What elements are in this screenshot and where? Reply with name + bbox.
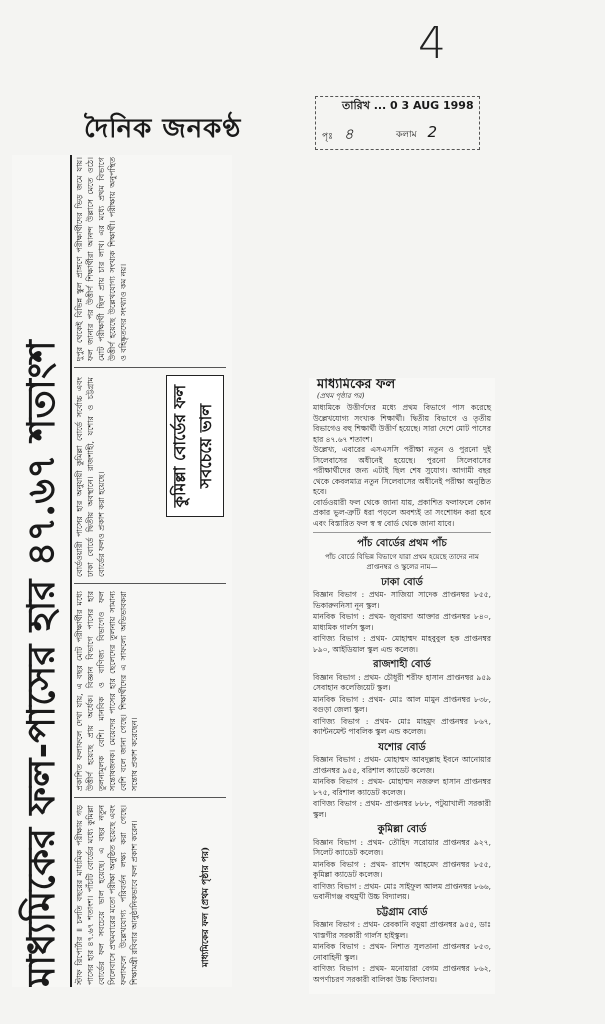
board-name: চট্টগ্রাম বোর্ড [376,906,428,918]
article-column-c: বোর্ডওয়ারী পাসের হার অনুযায়ী কুমিল্লা বোর্ডে সর্বোচ্চ এবং ঢাকা বোর্ডে দ্বিতীয় অবস্থানে। রাজশাহী, যশোর ও চট্টগ্রাম বোর্ডের ফলও প্রকাশ করা হয়েছে। [75,377,106,577]
stamp-date: তারিখ ... 0 3 AUG 1998 [342,99,474,112]
board-name: ঢাকা বোর্ড [381,576,423,588]
stamp-page-label: পৃঃ [322,132,333,142]
column-divider [74,797,226,798]
article-columns [74,155,232,987]
right-clipping [309,378,495,994]
stamp-page-value: ৪ [343,125,354,143]
board-entry: বাণিজ্য বিভাগ : প্রথম- মোঃ মাহমুদ প্রাপ্তনম্বর ৮৬৭, ক্যান্টনমেন্ট পাবলিক স্কুল এন্ড কলেজ। [313,716,491,736]
board-name: রাজশাহী বোর্ড [373,659,431,670]
rotated-article [12,155,232,987]
section-title: পাঁচ বোর্ডের প্রথম পাঁচ [357,538,447,549]
stamp-page [322,123,354,148]
board-dhaka [309,578,495,656]
article-column-b: প্রকাশিত ফলাফলে দেখা যায়, এ বছর মোট পরীক্ষার্থীর মধ্যে উত্তীর্ণ হয়েছে প্রায় অর্ধেক। বিজ্ঞান বিভাগে পাসের হার তুলনামূলক বেশি। মানবিক ও বাণিজ্য বিভাগেও ফল সন্তোষজনক। মেয়েদের পাসের হার ছেলেদের তুলনায় সামান্য বেশি বলে জানা গেছে। শিক্ষার্থীদের এ সাফল্যে অভিভাবকরা সন্তোষ প্রকাশ করেছেন। [75,591,139,791]
stamp-col-label: কলাম [396,130,417,140]
article-headline: মাধ্যমিকের ফল-পাসের হার ৪৭.৬৭ শতাংশ [12,155,72,987]
right-clip-byline: (প্রথম পৃষ্ঠার পর) [317,391,365,400]
board-entry: মানবিক বিভাগ : প্রথম- নিশাত সুলতানা প্রাপ্তনম্বর ৮৫৩, নোবাহিনী স্কুল। [313,942,491,962]
board-chittagong [309,908,495,986]
board-entry: বাণিজ্য বিভাগ : প্রথম- প্রাপ্তনম্বর ৮৮৮, পটুয়াখালী সরকারী স্কুল। [313,799,491,819]
article-sub-caption: মাধ্যমিকের ফল (প্রথম পৃষ্ঠার পর) [201,846,211,967]
highlight-box-line-1: কুমিল্লা বোর্ডের ফল [170,384,189,508]
archive-stamp [315,96,480,150]
board-entry: বিজ্ঞান বিভাগ : প্রথম- রেবকানি বড়ুয়া প্রাপ্তনম্বর ৯৫৫, ডাঃ খাস্তগীর সরকারী গার্লস হাইস্কুল। [313,920,491,940]
board-name: কুমিল্লা বোর্ড [377,824,427,835]
section-intro: পাঁচ বোর্ডে বিভিন্ন বিভাগে যারা প্রথম হয়েছে তাদের নাম প্রাপ্তনম্বর ও স্কুলের নাম— [325,552,479,571]
newspaper-masthead: দৈনিক জনকণ্ঠ [84,114,242,144]
board-entry: বাণিজ্য বিভাগ : প্রথম- মনোয়ারা বেগম প্রাপ্তনম্বর ৮৬২, অপর্ণাচরণ সরকারী বালিকা উচ্চ বিদ্যালয়। [313,964,491,984]
board-name: যশোর বোর্ড [378,741,426,753]
board-rajshahi [309,660,495,738]
board-entry: বিজ্ঞান বিভাগ : প্রথম- চৌধুরী শরীফ হাসান প্রাপ্তনম্বর ৯৫৯ সেবাহান কলেজিয়েট স্কুল। [313,672,491,692]
board-jessore [309,743,495,821]
board-entry: বিজ্ঞান বিভাগ : প্রথম- তৌহিদ সরোয়ার প্রাপ্তনম্বর ৯২৭, সিলেট ক্যাডেট কলেজ। [313,837,491,857]
board-entry: বিজ্ঞান বিভাগ : প্রথম- সাজিয়া সাদেক প্রাপ্তনম্বর ৮৫৫, ভিকারুননিসা নূন স্কুল। [313,590,491,610]
right-clip-paragraph-3: বোর্ডওয়ারী ফল থেকে জানা যায়, প্রকাশিত ফলাফলে কোন প্রকার ভুল-ত্রুটি ধরা পড়লে অবশ্যই তা সংশোধন করা হবে এবং বিস্তারিত ফল স্ব স্ব বোর্ড থেকে জানা যাবে। [313,497,491,528]
highlight-box-line-2: সবচেয়ে ভাল [196,403,215,489]
right-clip-title: মাধ্যমিকের ফল [317,378,396,392]
board-entry: মানবিক বিভাগ : প্রথম- মোহাম্মদ নজরুল হাসান প্রাপ্তনম্বর ৮৭৫, বরিশাল ক্যাডেট কলেজ। [313,777,491,797]
board-entry: বাণিজ্য বিভাগ : প্রথম- মোহাম্মদ মাহবুবুল হক প্রাপ্তনম্বর ৮৯০, আইডিয়াল স্কুল এন্ড কলেজ। [313,634,491,654]
page-number: 4 [418,18,446,69]
board-entry: মানবিক বিভাগ : প্রথম- রাশেদ আহমেদ প্রাপ্তনম্বর ৮৫৫, কুমিল্লা ক্যাডেট কলেজ। [313,859,491,879]
right-clip-paragraph-1: মাধ্যমিকে উত্তীর্ণদের মধ্যে প্রথম বিভাগে পাস করেছে উল্লেখযোগ্য সংখ্যক শিক্ষার্থী। দ্বিতীয় বিভাগে ও তৃতীয় বিভাগেও বহু শিক্ষার্থী উত্তীর্ণ হয়েছে। সারা দেশে মোট পাসের হার ৪৭.৬৭ শতাংশ। [313,403,491,444]
column-divider [74,367,226,368]
board-comilla [309,825,495,903]
stamp-col-value: 2 [427,123,438,141]
left-clipping [12,155,232,987]
divider [313,532,491,533]
article-column-a: স্টাফ রিপোর্টার ॥ চলতি বছরের মাধ্যমিক পরীক্ষায় গড় পাসের হার ৪৭.৬৭ শতাংশ। পাঁচটি বোর্ডের মধ্যে কুমিল্লা বোর্ডের ফল সবচেয়ে ভাল হয়েছে। এ বছর নতুন সিলেবাসে প্রথমবারের মতো পরীক্ষা অনুষ্ঠিত হয়েছে এবং ফলাফলে উল্লেখযোগ্য পরিবর্তন লক্ষ্য করা গেছে। শিক্ষামন্ত্রী রবিবার আনুষ্ঠানিকভাবে ফল প্রকাশ করেন। [75,805,139,985]
article-column-d: দুপুর থেকেই বিভিন্ন স্কুল প্রাঙ্গণে পরীক্ষার্থীদের ভিড় জমে যায়। ফল জানার পর উত্তীর্ণ শিক্ষার্থীরা আনন্দ উল্লাসে মেতে ওঠে। মোট পরীক্ষার্থী ছিল প্রায় চার লাখ। এর মধ্যে প্রথম বিভাগে উত্তীর্ণ হয়েছে উল্লেখযোগ্য সংখ্যক শিক্ষার্থী। পরীক্ষায় অনুপস্থিত ও বহিষ্কৃতদের সংখ্যাও কম নয়। [75,157,128,361]
board-entry: বিজ্ঞান বিভাগ : প্রথম- মোহাম্মদ আবদুল্লাহ ইবনে আনোয়ার প্রাপ্তনম্বর ৯৫৫, বরিশাল ক্যাডেট কলেজ। [313,755,491,775]
board-entry: মানবিক বিভাগ : প্রথম- মোঃ আল মামুন প্রাপ্তনম্বর ৮৩৮, বগুড়া জেলা স্কুল। [313,694,491,714]
right-clip-paragraph-2: উল্লেখ্য, এবারের এসএসসি পরীক্ষা নতুন ও পুরনো দুই সিলেবাসের অধীনেই হয়েছে। পুরনো সিলেবাসের পরীক্ষার্থীদের জন্য এটাই ছিল শেষ সুযোগ। আগামী বছর থেকে কেবলমাত্র নতুন সিলেবাসের অধীনেই পরীক্ষা অনুষ্ঠিত হবে। [313,445,491,496]
stamp-column [396,123,437,142]
board-entry: মানবিক বিভাগ : প্রথম- জুবায়দা আক্তার প্রাপ্তনম্বর ৮৪০, মাধ্যমিক গার্লস স্কুল। [313,612,491,632]
highlight-box [166,375,224,517]
column-divider [74,583,226,584]
board-entry: বাণিজ্য বিভাগ : প্রথম- মোঃ সাইফুল আলম প্রাপ্তনম্বর ৮৬৬, ভবানীগঞ্জ বহুমুখী উচ্চ বিদ্যালয়। [313,881,491,901]
